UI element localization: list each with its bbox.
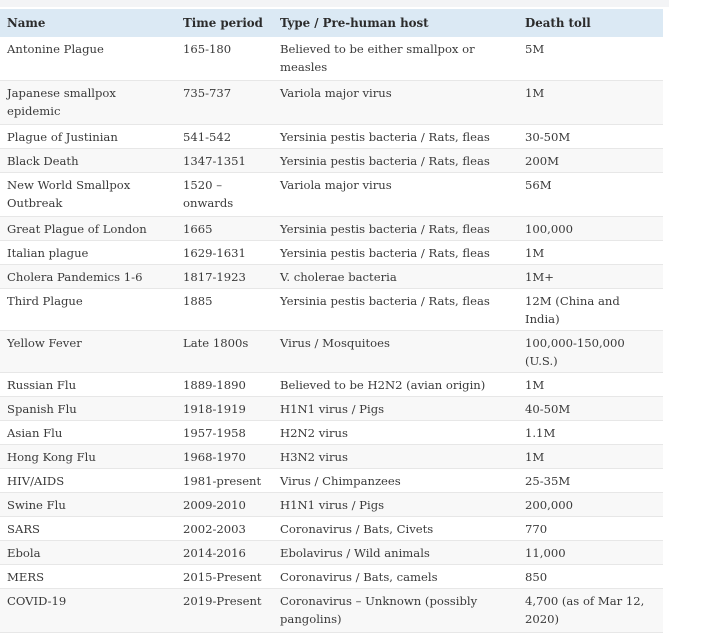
cell-toll: 1M xyxy=(518,445,663,469)
table-row xyxy=(0,81,663,125)
cell-time: 541-542 xyxy=(176,125,273,149)
cell-type: Ebolavirus / Wild animals xyxy=(273,541,518,565)
cell-type: Yersinia pestis bacteria / Rats, fleas xyxy=(273,125,518,149)
header-type-host: Type / Pre-human host xyxy=(280,16,429,30)
cell-name: Swine Flu xyxy=(0,493,176,517)
pandemics-table xyxy=(0,9,663,633)
cell-toll: 1M xyxy=(518,373,663,397)
cell-type: H1N1 virus / Pigs xyxy=(273,493,518,517)
cell-toll: 4,700 (as of Mar 12, 2020) xyxy=(518,589,663,633)
cell-name: Great Plague of London xyxy=(0,217,176,241)
header-name: Name xyxy=(7,16,46,30)
cell-toll: 40-50M xyxy=(518,397,663,421)
table-row xyxy=(0,469,663,493)
cell-type: Believed to be either smallpox or measles xyxy=(273,37,518,81)
cell-name: Russian Flu xyxy=(0,373,176,397)
top-strip xyxy=(0,0,669,7)
cell-type: Coronavirus / Bats, Civets xyxy=(273,517,518,541)
cell-name: COVID-19 xyxy=(0,589,176,633)
cell-name: Third Plague xyxy=(0,289,176,331)
table-row xyxy=(0,125,663,149)
table-row xyxy=(0,541,663,565)
cell-type: H2N2 virus xyxy=(273,421,518,445)
cell-name: HIV/AIDS xyxy=(0,469,176,493)
cell-toll: 1M xyxy=(518,81,663,125)
cell-time: 1817-1923 xyxy=(176,265,273,289)
cell-toll: 1.1M xyxy=(518,421,663,445)
table-row xyxy=(0,421,663,445)
cell-type: Variola major virus xyxy=(273,173,518,217)
cell-toll: 770 xyxy=(518,517,663,541)
cell-name: Cholera Pandemics 1-6 xyxy=(0,265,176,289)
cell-name: Asian Flu xyxy=(0,421,176,445)
cell-time: 1665 xyxy=(176,217,273,241)
cell-time: 1889-1890 xyxy=(176,373,273,397)
header-death-toll: Death toll xyxy=(525,16,591,30)
cell-toll: 100,000 xyxy=(518,217,663,241)
cell-time: 2002-2003 xyxy=(176,517,273,541)
cell-toll: 100,000-150,000 (U.S.) xyxy=(518,331,663,373)
cell-name: Yellow Fever xyxy=(0,331,176,373)
cell-time: 1918-1919 xyxy=(176,397,273,421)
cell-type: V. cholerae bacteria xyxy=(273,265,518,289)
cell-toll: 11,000 xyxy=(518,541,663,565)
cell-time: 1629-1631 xyxy=(176,241,273,265)
table-row xyxy=(0,241,663,265)
cell-time: 1520 – onwards xyxy=(176,173,273,217)
cell-toll: 200,000 xyxy=(518,493,663,517)
cell-time: 1968-1970 xyxy=(176,445,273,469)
table-row xyxy=(0,289,663,331)
table-row xyxy=(0,37,663,81)
cell-name: Antonine Plague xyxy=(0,37,176,81)
cell-type: Coronavirus / Bats, camels xyxy=(273,565,518,589)
table-row xyxy=(0,173,663,217)
cell-time: 165-180 xyxy=(176,37,273,81)
header-time-period: Time period xyxy=(183,16,263,30)
cell-toll: 56M xyxy=(518,173,663,217)
cell-time: 735-737 xyxy=(176,81,273,125)
cell-type: H1N1 virus / Pigs xyxy=(273,397,518,421)
cell-time: 2009-2010 xyxy=(176,493,273,517)
cell-time: 1957-1958 xyxy=(176,421,273,445)
cell-time: 2019-Present xyxy=(176,589,273,633)
cell-toll: 850 xyxy=(518,565,663,589)
cell-type: Yersinia pestis bacteria / Rats, fleas xyxy=(273,217,518,241)
cell-name: Hong Kong Flu xyxy=(0,445,176,469)
cell-type: Believed to be H2N2 (avian origin) xyxy=(273,373,518,397)
cell-name: Ebola xyxy=(0,541,176,565)
table-row xyxy=(0,331,663,373)
cell-toll: 1M xyxy=(518,241,663,265)
cell-time: 1347-1351 xyxy=(176,149,273,173)
cell-name: Spanish Flu xyxy=(0,397,176,421)
table-row xyxy=(0,265,663,289)
cell-name: Plague of Justinian xyxy=(0,125,176,149)
cell-time: Late 1800s xyxy=(176,331,273,373)
table-row xyxy=(0,373,663,397)
cell-type: Virus / Chimpanzees xyxy=(273,469,518,493)
cell-name: MERS xyxy=(0,565,176,589)
cell-name: SARS xyxy=(0,517,176,541)
cell-toll: 5M xyxy=(518,37,663,81)
table-row xyxy=(0,493,663,517)
cell-type: Yersinia pestis bacteria / Rats, fleas xyxy=(273,289,518,331)
table-row xyxy=(0,445,663,469)
table-header-row xyxy=(0,9,663,37)
cell-type: Yersinia pestis bacteria / Rats, fleas xyxy=(273,149,518,173)
table-row xyxy=(0,149,663,173)
cell-time: 2015-Present xyxy=(176,565,273,589)
table-row xyxy=(0,565,663,589)
cell-toll: 12M (China and India) xyxy=(518,289,663,331)
cell-name: New World Smallpox Outbreak xyxy=(0,173,176,217)
cell-name: Japanese smallpox epidemic xyxy=(0,81,176,125)
cell-toll: 200M xyxy=(518,149,663,173)
cell-type: Variola major virus xyxy=(273,81,518,125)
cell-toll: 1M+ xyxy=(518,265,663,289)
cell-toll: 25-35M xyxy=(518,469,663,493)
cell-type: Virus / Mosquitoes xyxy=(273,331,518,373)
cell-time: 1885 xyxy=(176,289,273,331)
cell-time: 2014-2016 xyxy=(176,541,273,565)
cell-type: Yersinia pestis bacteria / Rats, fleas xyxy=(273,241,518,265)
cell-name: Italian plague xyxy=(0,241,176,265)
table-row xyxy=(0,397,663,421)
cell-name: Black Death xyxy=(0,149,176,173)
cell-type: Coronavirus – Unknown (possibly pangolins) xyxy=(273,589,518,633)
cell-toll: 30-50M xyxy=(518,125,663,149)
table-row xyxy=(0,589,663,633)
cell-type: H3N2 virus xyxy=(273,445,518,469)
cell-time: 1981-present xyxy=(176,469,273,493)
table-row xyxy=(0,517,663,541)
table-row xyxy=(0,217,663,241)
